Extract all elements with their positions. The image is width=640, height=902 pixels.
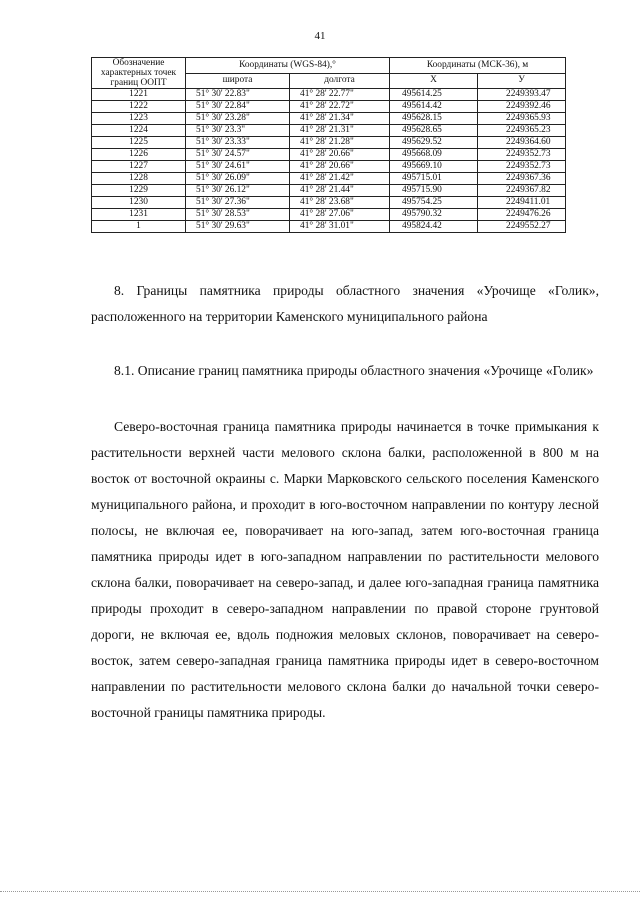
cell-id: 1223: [92, 113, 186, 125]
cell-lat: 51° 30' 24.57": [186, 149, 290, 161]
cell-id: 1225: [92, 137, 186, 149]
table-body: [92, 89, 566, 233]
cell-x: 495715.01: [390, 173, 478, 185]
cell-y: 2249352.73: [478, 161, 566, 173]
cell-y: 2249364.60: [478, 137, 566, 149]
cell-x: 495790.32: [390, 209, 478, 221]
header-longitude: долгота: [290, 73, 390, 89]
cell-x: 495668.09: [390, 149, 478, 161]
cell-lon: 41° 28' 21.31": [290, 125, 390, 137]
cell-x: 495715.90: [390, 185, 478, 197]
cell-id: 1: [92, 221, 186, 233]
cell-lat: 51° 30' 23.3": [186, 125, 290, 137]
cell-x: 495628.65: [390, 125, 478, 137]
table-row: [92, 221, 566, 233]
body-paragraph: Северо-восточная граница памятника природы начинается в точке примыкания к растительности верхней части мелового склона балки, расположенной в 800 м на восток от восточной окраины с. Марки Марковского сельского поселения Каменского муниципального района, и проходит в юго-восточном направлении по контуру лесной полосы, не включая ее, поворачивает на юго-запад, затем юго-восточная граница памятника природы идет в юго-западном направлении по растительности мелового склона балки, поворачивает на северо-запад, и далее юго-западная граница памятника природы проходит в северо-западном направлении по правой стороне грунтовой дороги, не включая ее, вдоль подножия меловых склонов, поворачивает на северо-восток, затем северо-западная граница памятника природы идет в северо-восточном направлении по растительности мелового склона балки до начальной точки северо-восточной границы памятника природы.: [91, 419, 599, 720]
cell-y: 2249367.36: [478, 173, 566, 185]
cell-lat: 51° 30' 22.83": [186, 89, 290, 101]
cell-id: 1226: [92, 149, 186, 161]
cell-lon: 41° 28' 20.66": [290, 149, 390, 161]
cell-id: 1228: [92, 173, 186, 185]
section-heading: 8. Границы памятника природы областного значения «Урочище «Голик», расположенного на территории Каменского муниципального района: [91, 283, 599, 324]
cell-y: 2249552.27: [478, 221, 566, 233]
header-x: X: [390, 73, 478, 89]
cell-y: 2249352.73: [478, 149, 566, 161]
cell-y: 2249367.82: [478, 185, 566, 197]
cell-y: 2249393.47: [478, 89, 566, 101]
cell-lon: 41° 28' 22.77": [290, 89, 390, 101]
cell-lat: 51° 30' 26.12": [186, 185, 290, 197]
cell-lon: 41° 28' 21.44": [290, 185, 390, 197]
cell-lat: 51° 30' 28.53": [186, 209, 290, 221]
cell-x: 495614.25: [390, 89, 478, 101]
cell-lon: 41° 28' 22.72": [290, 101, 390, 113]
cell-lat: 51° 30' 23.28": [186, 113, 290, 125]
cell-x: 495628.15: [390, 113, 478, 125]
cell-lon: 41° 28' 27.06": [290, 209, 390, 221]
cell-lon: 41° 28' 31.01": [290, 221, 390, 233]
cell-id: 1229: [92, 185, 186, 197]
header-latitude: широта: [186, 73, 290, 89]
cell-x: 495824.42: [390, 221, 478, 233]
cell-lon: 41° 28' 23.68": [290, 197, 390, 209]
table-row: [92, 185, 566, 197]
cell-lat: 51° 30' 27.36": [186, 197, 290, 209]
cell-lat: 51° 30' 24.61": [186, 161, 290, 173]
cell-lon: 41° 28' 21.42": [290, 173, 390, 185]
header-wgs84: Координаты (WGS-84),°: [186, 58, 390, 74]
cell-lon: 41° 28' 21.28": [290, 137, 390, 149]
cell-x: 495754.25: [390, 197, 478, 209]
footer-divider: [0, 891, 640, 892]
header-msk36: Координаты (МСК-36), м: [390, 58, 566, 74]
table-row: [92, 173, 566, 185]
table-row: [92, 149, 566, 161]
table-row: [92, 125, 566, 137]
table-row: [92, 101, 566, 113]
cell-id: 1224: [92, 125, 186, 137]
cell-id: 1227: [92, 161, 186, 173]
cell-y: 2249365.23: [478, 125, 566, 137]
cell-y: 2249392.46: [478, 101, 566, 113]
cell-y: 2249411.01: [478, 197, 566, 209]
cell-id: 1230: [92, 197, 186, 209]
cell-y: 2249365.93: [478, 113, 566, 125]
cell-lat: 51° 30' 29.63": [186, 221, 290, 233]
cell-lat: 51° 30' 23.33": [186, 137, 290, 149]
cell-lon: 41° 28' 21.34": [290, 113, 390, 125]
cell-lat: 51° 30' 22.84": [186, 101, 290, 113]
table-row: [92, 137, 566, 149]
cell-id: 1231: [92, 209, 186, 221]
cell-lon: 41° 28' 20.66": [290, 161, 390, 173]
cell-id: 1221: [92, 89, 186, 101]
cell-lat: 51° 30' 26.09": [186, 173, 290, 185]
table-row: [92, 161, 566, 173]
table-row: [92, 89, 566, 101]
subsection-heading: 8.1. Описание границ памятника природы областного значения «Урочище «Голик»: [114, 363, 594, 378]
cell-x: 495614.42: [390, 101, 478, 113]
table-row: [92, 113, 566, 125]
cell-x: 495629.52: [390, 137, 478, 149]
page-number: 41: [314, 30, 326, 42]
header-y: У: [478, 73, 566, 89]
table-row: [92, 197, 566, 209]
table-row: [92, 209, 566, 221]
cell-id: 1222: [92, 101, 186, 113]
cell-y: 2249476.26: [478, 209, 566, 221]
header-designation: Обозначение характерных точек границ ООПТ: [92, 58, 186, 89]
cell-x: 495669.10: [390, 161, 478, 173]
coordinates-table: [91, 57, 566, 233]
